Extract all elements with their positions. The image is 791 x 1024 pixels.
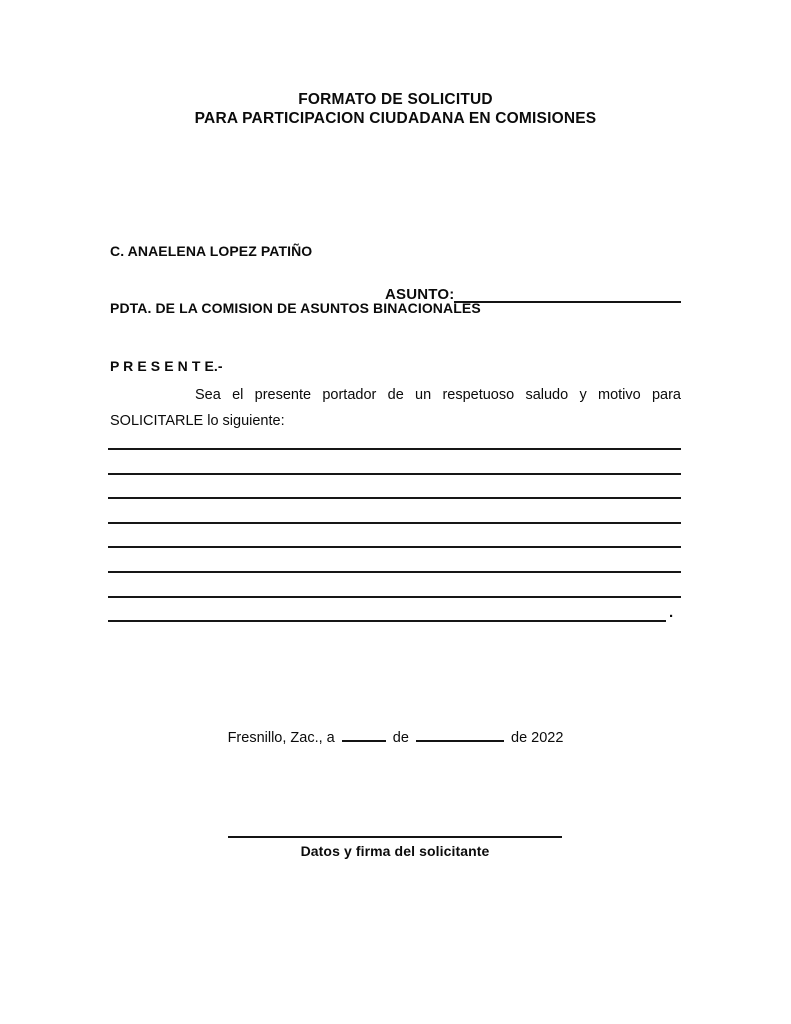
answer-line xyxy=(108,448,681,450)
body-paragraph xyxy=(110,382,681,434)
date-prefix: Fresnillo, Zac., a xyxy=(227,730,335,746)
addressee-salutation: P R E S E N T E.- xyxy=(110,358,223,375)
date-day-blank xyxy=(342,728,386,742)
signature-caption: Datos y firma del solicitante xyxy=(300,843,490,859)
date-suffix: de 2022 xyxy=(511,730,564,746)
answer-line xyxy=(108,571,681,573)
signature-block xyxy=(228,836,562,859)
document-title xyxy=(0,90,791,128)
addressee-position: PDTA. DE LA COMISION DE ASUNTOS BINACIONALES xyxy=(110,300,481,317)
answer-line xyxy=(108,522,681,524)
answer-line xyxy=(108,596,681,598)
answer-line xyxy=(108,497,681,499)
subject-label: ASUNTO: xyxy=(385,286,455,303)
answer-line xyxy=(108,620,666,622)
date-line xyxy=(0,728,791,746)
signature-line xyxy=(228,836,562,838)
date-connector: de xyxy=(392,730,409,746)
answer-line xyxy=(108,546,681,548)
date-month-blank xyxy=(416,728,504,742)
subject-blank-line xyxy=(454,286,681,303)
trailing-period: . xyxy=(669,604,674,621)
document-title-line1: FORMATO DE SOLICITUD xyxy=(298,91,493,108)
answer-lines xyxy=(108,448,681,628)
answer-line xyxy=(108,473,681,475)
body-paragraph-line1: Sea el presente portador de un respetuoso saludo y motivo para xyxy=(195,387,681,403)
addressee-name: C. ANAELENA LOPEZ PATIÑO xyxy=(110,242,313,259)
body-paragraph-line2: SOLICITARLE lo siguiente: xyxy=(110,413,285,429)
subject-row xyxy=(385,286,681,303)
document-title-line2: PARA PARTICIPACION CIUDADANA EN COMISIONES xyxy=(194,110,597,127)
